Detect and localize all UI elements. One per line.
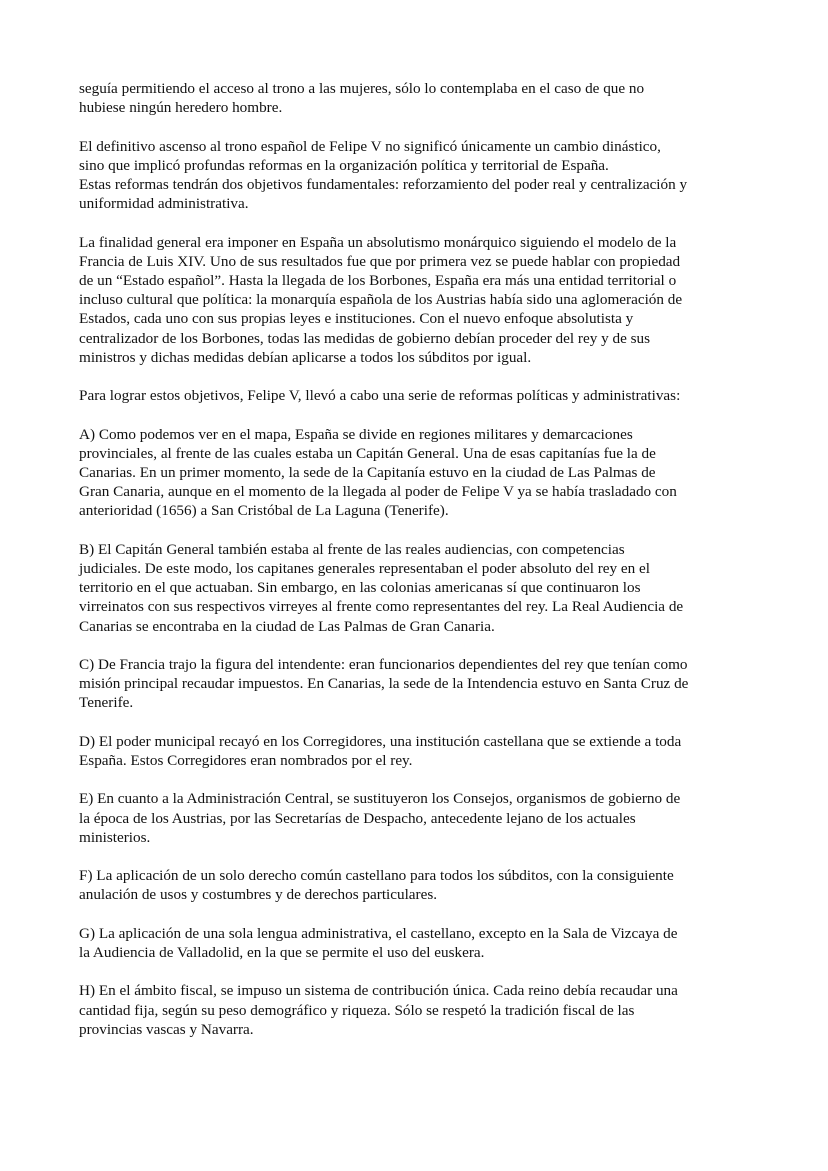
- paragraph-reform-b: B) El Capitán General también estaba al frente de las reales audiencias, con competencias judiciales. De este modo, los capitanes generales representaban el poder absoluto del rey en el territorio en el que actuaban. Sin embargo, en las colonias americanas sí que continuaron los virreinatos con sus respectivos virreyes al frente como representantes del rey. La Real Audiencia de Canarias se encontraba en la ciudad de Las Palmas de Gran Canaria.: [79, 540, 684, 635]
- paragraph-reform-f: F) La aplicación de un solo derecho común castellano para todos los súbditos, con la consiguiente anulación de usos y costumbres y de derechos particulares.: [79, 867, 674, 904]
- paragraph-reform-h: H) En el ámbito fiscal, se impuso un sistema de contribución única. Cada reino debía recaudar una cantidad fija, según su peso demográfico y riqueza. Sólo se respetó la tradición fiscal de las provincias vascas y Navarra.: [79, 982, 678, 1038]
- paragraph-reform-e: E) En cuanto a la Administración Central, se sustituyeron los Consejos, organismos de gobierno de la época de los Austrias, por las Secretarías de Despacho, antecedente lejano de los actuales ministerios.: [79, 790, 681, 846]
- paragraph-reform-c: C) De Francia trajo la figura del intendente: eran funcionarios dependientes del rey que tenían como misión principal recaudar impuestos. En Canarias, la sede de la Intendencia estuvo en Santa Cruz de Tenerife.: [79, 656, 689, 712]
- paragraph-absolutism-goal: La finalidad general era imponer en España un absolutismo monárquico siguiendo el modelo de la Francia de Luis XIV. Uno de sus resultados fue que por primera vez se puede hablar con propiedad de un “Estado español”. Hasta la llegada de los Borbones, España era más una entidad territorial o incluso cultural que política: la monarquía española de los Austrias había sido una aglomeración de Estados, cada uno con sus propias leyes e instituciones. Con el nuevo enfoque absolutista y centralizador de los Borbones, todas las medidas de gobierno debían proceder del rey y de sus ministros y dichas medidas debían aplicarse a todos los súbditos por igual.: [79, 233, 683, 366]
- paragraph-reform-d: D) El poder municipal recayó en los Corregidores, una institución castellana que se extiende a toda España. Estos Corregidores eran nombrados por el rey.: [79, 732, 682, 769]
- paragraph-felipe-v-ascension: El definitivo ascenso al trono español de Felipe V no significó únicamente un cambio dinástico, sino que implicó profundas reformas en la organización política y territorial de España. Estas reformas tendrán dos objetivos fundamentales: reforzamiento del poder real y centralización y uniformidad administrativa.: [79, 137, 688, 213]
- paragraph-reform-a: A) Como podemos ver en el mapa, España se divide en regiones militares y demarcaciones provinciales, al frente de las cuales estaba un Capitán General. Una de esas capitanías fue la de Canarias. En un primer momento, la sede de la Capitanía estuvo en la ciudad de Las Palmas de Gran Canaria, aunque en el momento de la llegada al poder de Felipe V ya se había trasladado con anterioridad (1656) a San Cristóbal de La Laguna (Tenerife).: [79, 425, 677, 520]
- paragraph-reform-g: G) La aplicación de una sola lengua administrativa, el castellano, excepto en la Sala de Vizcaya de la Audiencia de Valladolid, en la que se permite el uso del euskera.: [79, 924, 678, 961]
- paragraph-reforms-intro: Para lograr estos objetivos, Felipe V, llevó a cabo una serie de reformas políticas y administrativas:: [79, 387, 681, 405]
- paragraph-intro-continuation: seguía permitiendo el acceso al trono a las mujeres, sólo lo contemplaba en el caso de que no hubiese ningún heredero hombre.: [79, 80, 645, 117]
- document-body: [79, 79, 759, 1058]
